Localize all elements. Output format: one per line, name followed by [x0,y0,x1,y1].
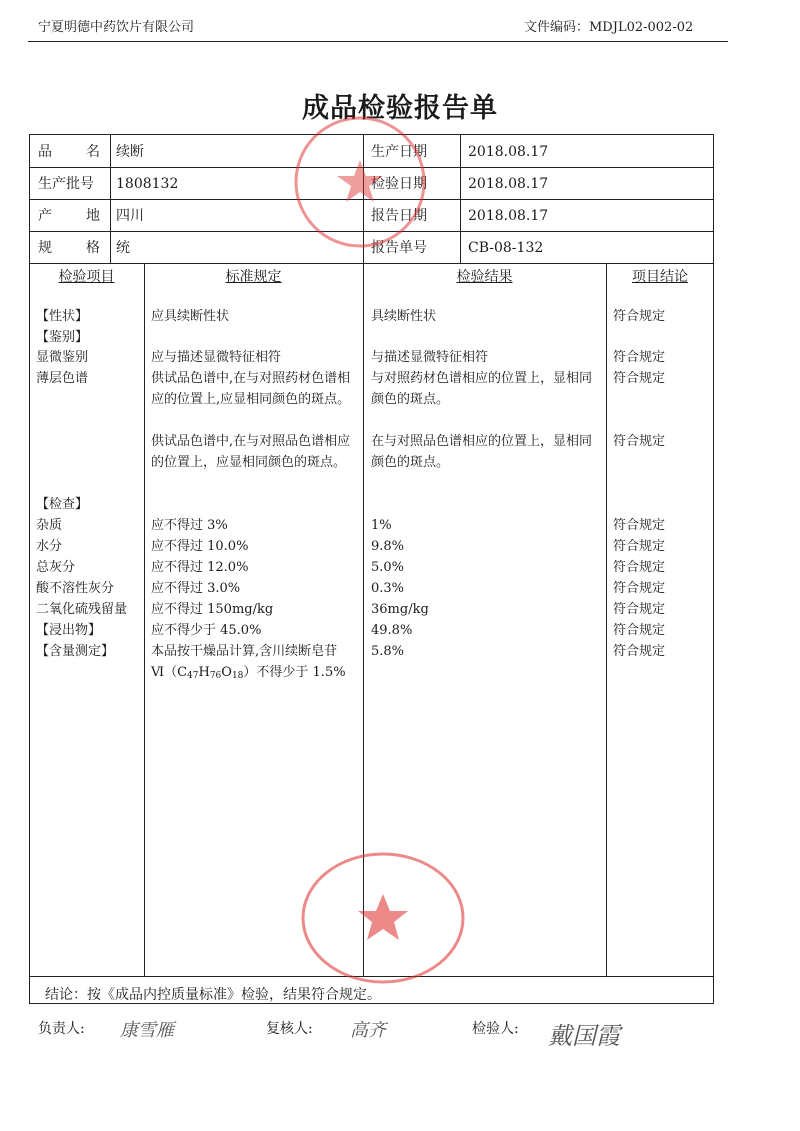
result-text: 1% [371,518,392,533]
item-label: 【性状】 [36,309,89,324]
spec-label: 规 格 [38,240,100,256]
conclusion-text: 符合规定 [613,560,666,575]
conclusion-text: 符合规定 [613,518,666,533]
prod-date-label: 生产日期 [371,144,427,160]
col-header-standard: 标准规定 [225,269,282,285]
conclusion-text: 符合规定 [613,434,666,449]
item-label: 水分 [36,539,63,554]
result-text: 5.8% [371,644,405,659]
product-name-value: 续断 [116,144,144,160]
result-text: 与描述显微特征相符 [371,350,489,365]
batch-label: 生产批号 [38,176,94,192]
standard-text: 应具续断性状 [151,309,230,324]
responsible-signature: 康雪雁 [120,1020,174,1041]
col-header-item: 检验项目 [58,269,115,285]
result-text: 5.0% [371,560,405,575]
standard-text: 应不得过 150mg/kg [151,602,274,617]
inspector-signature: 戴国霞 [548,1022,620,1050]
item-label: 【鉴别】 [36,330,89,345]
item-label: 酸不溶性灰分 [36,581,115,596]
standard-text: 供试品色谱中,在与对照药材色谱相应的位置上,应显相同颜色的斑点。 [151,371,351,407]
item-label: 【含量测定】 [36,644,115,659]
conclusion-text: 符合规定 [613,623,666,638]
report-no-label: 报告单号 [371,240,427,256]
row-divider [29,263,714,264]
conclusion-text: 符合规定 [613,602,666,617]
inspector-label: 检验人: [472,1021,519,1037]
batch-value: 1808132 [116,176,179,192]
result-text: 具续断性状 [371,309,437,324]
result-text: 49.8% [371,623,413,638]
result-text: 36mg/kg [371,602,429,617]
result-text: 与对照药材色谱相应的位置上，显相同颜色的斑点。 [371,371,593,407]
standard-text: 应与描述显微特征相符 [151,350,282,365]
conclusion-text: 符合规定 [613,539,666,554]
conclusion-text: 符合规定 [613,581,666,596]
qc-seal-stamp [298,848,468,988]
col-divider [460,134,461,263]
standard-text: 应不得过 12.0% [151,560,249,575]
reviewer-label: 复核人: [266,1021,313,1037]
document-number: 文件编码：MDJL02-002-02 [524,20,694,35]
col-divider [606,263,607,976]
item-label: 【浸出物】 [36,623,102,638]
standard-text: 应不得少于 45.0% [151,623,262,638]
conclusion-text: 符合规定 [613,371,666,386]
test-date-label: 检验日期 [371,176,427,192]
standard-formula: $Ⅵ(C_{47}H_{76}O_{18})$不得少于 1.5% [151,665,346,681]
test-date-value: 2018.08.17 [468,176,549,192]
report-conclusion: 结论：按《成品内控质量标准》检验，结果符合规定。 [45,987,381,1003]
origin-value: 四川 [116,208,144,224]
standard-text: 应不得过 3% [151,518,228,533]
col-divider [110,134,111,263]
col-header-result: 检验结果 [456,269,513,285]
product-name-label: 品 名 [38,144,100,160]
spec-value: 统 [116,240,130,256]
quality-dept-stamp [290,112,430,252]
item-label: 【检查】 [36,497,89,512]
standard-text: 应不得过 3.0% [151,581,241,596]
item-label: 薄层色谱 [36,371,89,386]
conclusion-text: 符合规定 [613,309,666,324]
item-label: 总灰分 [36,560,76,575]
col-header-conclusion: 项目结论 [632,269,688,285]
item-label: 杂质 [36,518,63,533]
result-text: 在与对照品色谱相应的位置上，显相同颜色的斑点。 [371,434,593,470]
item-label: 二氧化硫残留量 [36,602,128,617]
prod-date-value: 2018.08.17 [468,144,549,160]
report-date-label: 报告日期 [371,208,427,224]
reviewer-signature: 高齐 [350,1020,386,1041]
report-no-value: CB-08-132 [468,240,544,256]
report-date-value: 2018.08.17 [468,208,549,224]
result-text: 9.8% [371,539,405,554]
standard-text: 供试品色谱中,在与对照品色谱相应的位置上，应显相同颜色的斑点。 [151,434,351,470]
header-divider [28,41,728,42]
standard-text: 本品按干燥品计算,含川续断皂苷 [151,644,338,659]
col-divider [144,263,145,976]
page-title: 成品检验报告单 [302,93,498,124]
result-text: 0.3% [371,581,405,596]
conclusion-text: 符合规定 [613,644,666,659]
standard-text: 应不得过 10.0% [151,539,249,554]
item-label: 显微鉴别 [36,350,89,365]
responsible-label: 负责人: [38,1021,85,1037]
origin-label: 产 地 [38,208,100,224]
conclusion-text: 符合规定 [613,350,666,365]
company-name: 宁夏明德中药饮片有限公司 [38,20,195,35]
